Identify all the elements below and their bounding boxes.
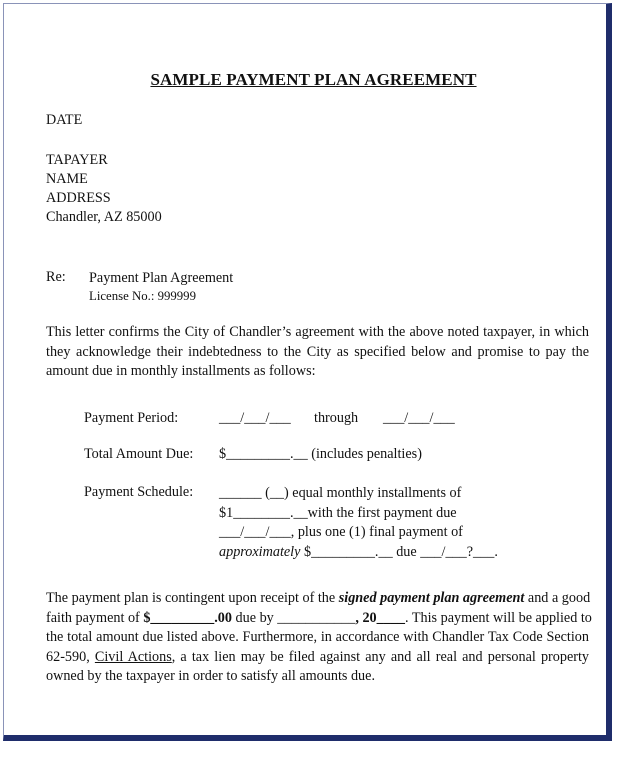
total-amount-value: $_________.__ (includes penalties) [219, 446, 422, 462]
closing-line-4 [46, 648, 589, 668]
re-block [89, 269, 233, 305]
date-label: DATE [46, 112, 83, 128]
closing-text: , a tax lien may be filed against any and all real and personal property [171, 648, 590, 665]
closing-line-5: owned by the taxpayer in order to satisfy all amounts due. [46, 668, 375, 684]
closing-text: and a good [524, 590, 591, 606]
closing-text: . This payment will be applied to [405, 609, 592, 626]
re-label: Re: [46, 269, 66, 285]
closing-line-3: the total amount due listed above. Furthermore, in accordance with Chandler Tax Code Section [46, 629, 589, 645]
closing-line-1 [46, 589, 589, 609]
closing-text: due by ___________ [231, 609, 356, 626]
payment-schedule-label: Payment Schedule: [84, 484, 194, 500]
address-line-city: Chandler, AZ 85000 [46, 209, 162, 225]
intro-line-2: they acknowledge their indebtedness to the City as specified below and promise to pay the [46, 343, 589, 360]
closing-text: 62-590, [46, 648, 95, 665]
payment-period-label: Payment Period: [84, 410, 179, 426]
intro-paragraph [46, 323, 589, 382]
good-faith-amount: $_________.00 [143, 609, 232, 626]
total-amount-label: Total Amount Due: [84, 446, 194, 462]
re-subject: Payment Plan Agreement [89, 270, 234, 286]
closing-text: faith payment of [46, 609, 144, 626]
closing-paragraph [46, 589, 592, 687]
payment-schedule-text [219, 484, 498, 562]
payment-period-start: ___/___/___ [219, 410, 291, 426]
payment-period-end: ___/___/___ [383, 410, 455, 426]
closing-text: The payment plan is contingent upon receipt of the [46, 590, 339, 606]
schedule-final-amount: $_________.__ due ___/___?___. [300, 543, 498, 560]
address-line-taxpayer: TAPAYER [46, 152, 108, 168]
address-line-address: ADDRESS [46, 190, 111, 206]
schedule-approximately: approximately [219, 543, 301, 560]
due-year: , 20____ [355, 609, 405, 626]
re-license: License No.: 999999 [89, 289, 196, 303]
address-line-name: NAME [46, 171, 88, 187]
closing-line-2 [46, 609, 592, 629]
payment-period-through: through [314, 410, 359, 426]
document-title: SAMPLE PAYMENT PLAN AGREEMENT [150, 70, 477, 89]
intro-line-3: amount due in monthly installments as follows: [46, 363, 316, 379]
schedule-line-3: ___/___/___, plus one (1) final payment of [219, 524, 463, 540]
schedule-line-2: $1________.__with the first payment due [219, 504, 457, 521]
signed-agreement-emphasis: signed payment plan agreement [338, 590, 525, 606]
schedule-line-4 [219, 543, 498, 563]
civil-actions-reference: Civil Actions [94, 648, 172, 665]
schedule-line-1: ______ (__) equal monthly installments of [219, 485, 462, 501]
intro-line-1: This letter confirms the City of Chandler’s agreement with the above noted taxpayer, in which [46, 324, 589, 340]
